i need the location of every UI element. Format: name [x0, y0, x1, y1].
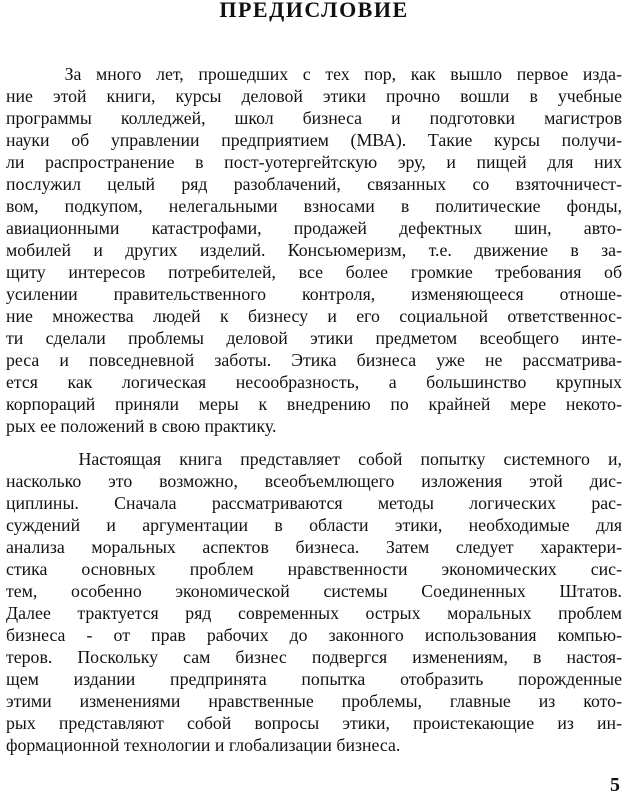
paragraph-1-line-2: ние этой книги, курсы деловой этики прочно вошли в учебные	[6, 86, 622, 106]
paragraph-1-line-7: вом, подкупом, нелегальными взносами в политические фонды,	[6, 196, 622, 216]
paragraph-2-line-10: теров. Поскольку сам бизнес подвергся изменениям, в настоя-	[6, 647, 622, 667]
paragraph-1-line-9: мобилей и других изделий. Консьюмеризм, т.е. движение в за-	[6, 240, 622, 260]
paragraph-1	[6, 63, 622, 437]
paragraph-2-line-1: Настоящая книга представляет собой попытку системного и,	[6, 449, 622, 469]
paragraph-1-line-5: ли распространение в пост-уотергейтскую эру, и пищей для них	[6, 152, 622, 172]
paragraph-2-line-2: насколько это возможно, всеобъемлющего изложения этой дис-	[6, 471, 622, 491]
paragraph-1-line-15: ется как логическая несообразность, а большинство крупных	[6, 372, 622, 392]
paragraph-2-line-3: циплины. Сначала рассматриваются методы логических рас-	[6, 493, 622, 513]
page-title: ПРЕДИСЛОВИЕ	[219, 0, 409, 22]
paragraph-1-line-14: реса и повседневной заботы. Этика бизнеса уже не рассматрива-	[6, 350, 622, 370]
paragraph-1-line-17: рых ее положений в свою практику.	[6, 416, 277, 436]
paragraph-2-line-9: бизнеса - от прав рабочих до законного использования компью-	[6, 625, 622, 645]
paragraph-2-line-5: анализа моральных аспектов бизнеса. Затем следует характери-	[6, 537, 622, 557]
paragraph-1-line-11: усилении правительственного контроля, изменяющееся отноше-	[6, 284, 622, 304]
paragraph-1-line-12: ние множества людей к бизнесу и его социальной ответственнос-	[6, 306, 622, 326]
paragraph-2-line-8: Далее трактуется ряд современных острых моральных проблем	[6, 603, 622, 623]
paragraph-2-line-13: рых представляют собой вопросы этики, проистекающие из ин-	[6, 713, 622, 733]
paragraph-2-line-4: суждений и аргументации в области этики, необходимые для	[6, 515, 622, 535]
paragraph-1-line-13: ти сделали проблемы деловой этики предметом всеобщего инте-	[6, 328, 622, 348]
paragraph-2-line-12: этими изменениями нравственные проблемы, главные из кото-	[6, 691, 622, 711]
paragraph-1-line-10: щиту интересов потребителей, все более громкие требования об	[6, 262, 622, 282]
paragraph-1-line-4: науки об управлении предприятием (МВА). Такие курсы получи-	[6, 130, 622, 150]
paragraph-2-line-11: щем издании предпринята попытка отобразить порожденные	[6, 669, 622, 689]
paragraph-2-line-6: стика основных проблем нравственности экономических сис-	[6, 559, 622, 579]
paragraph-1-line-6: послужил целый ряд разоблачений, связанных со взяточничест-	[6, 174, 622, 194]
paragraph-1-line-8: авиационными катастрофами, продажей дефектных шин, авто-	[6, 218, 622, 238]
paragraph-1-line-3: программы колледжей, школ бизнеса и подготовки магистров	[6, 108, 622, 128]
page-number: 5	[610, 774, 620, 796]
paragraph-1-line-16: корпораций приняли меры к внедрению по крайней мере некото-	[6, 394, 622, 414]
paragraph-2-line-7: тем, особенно экономической системы Соединенных Штатов.	[6, 581, 622, 601]
paragraph-1-line-1: За много лет, прошедших с тех пор, как вышло первое изда-	[6, 64, 622, 84]
paragraph-2	[6, 448, 622, 756]
paragraph-2-line-14: формационной технологии и глобализации бизнеса.	[6, 735, 401, 755]
